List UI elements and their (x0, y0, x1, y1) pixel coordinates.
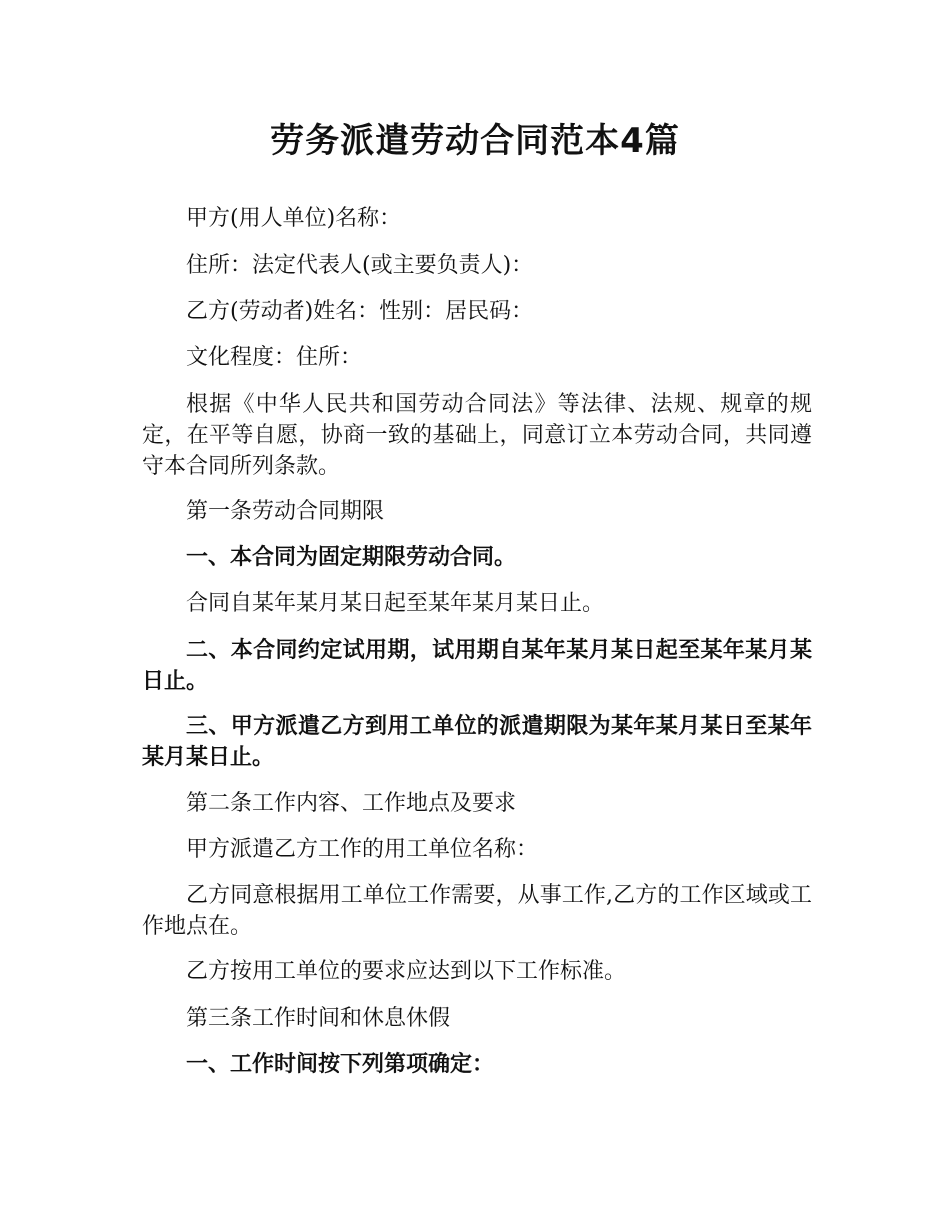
paragraph-education-address: 文化程度：住所： (186, 345, 363, 370)
paragraph-article-1-item-1: 一、本合同为固定期限劳动合同。 (186, 545, 517, 570)
paragraph-article-1-item-3: 三、甲方派遣乙方到用工单位的派遣期限为某年某月某日至某年某月某日止。 (142, 714, 812, 770)
paragraph-work-location: 乙方同意根据用工单位工作需要，从事工作,乙方的工作区域或工作地点在。 (142, 883, 812, 939)
paragraph-employer-unit-name: 甲方派遣乙方工作的用工单位名称： (186, 837, 539, 862)
paragraph-article-2-heading: 第二条工作内容、工作地点及要求 (186, 791, 517, 816)
paragraph-article-1-heading: 第一条劳动合同期限 (186, 499, 385, 524)
paragraph-article-3-item-1: 一、工作时间按下列第项确定： (186, 1052, 495, 1077)
paragraph-article-1-item-2: 二、本合同约定试用期，试用期自某年某月某日起至某年某月某日止。 (142, 638, 812, 694)
paragraph-party-b-info: 乙方(劳动者)姓名：性别：居民码： (186, 299, 534, 324)
paragraph-preamble: 根据《中华人民共和国劳动合同法》等法律、法规、规章的规定，在平等自愿，协商一致的基础上，同意订立本劳动合同，共同遵守本合同所列条款。 (142, 392, 812, 479)
paragraph-article-3-heading: 第三条工作时间和休息休假 (186, 1006, 451, 1031)
paragraph-address-legal-rep: 住所：法定代表人(或主要负责人)： (186, 253, 534, 278)
paragraph-work-standard: 乙方按用工单位的要求应达到以下工作标准。 (186, 959, 627, 984)
document-title: 劳务派遣劳动合同范本4篇 (270, 121, 680, 161)
paragraph-contract-period: 合同自某年某月某日起至某年某月某日止。 (186, 591, 605, 616)
paragraph-party-a-name: 甲方(用人单位)名称： (186, 206, 402, 231)
